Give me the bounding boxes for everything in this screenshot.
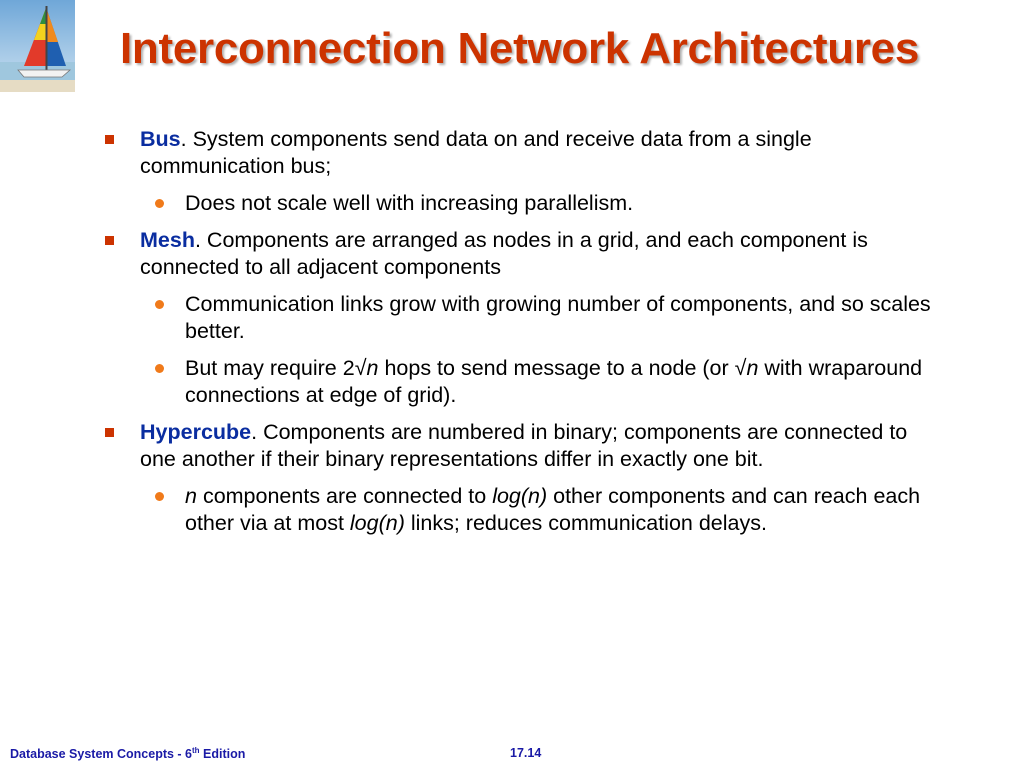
italic-log: log(n) xyxy=(349,511,405,535)
mesh-description: . Components are arranged as nodes in a grid, and each component is connected to all adjacent components xyxy=(140,228,868,279)
text-part: hops to send message to a node (or √ xyxy=(378,356,747,380)
sailboat-logo xyxy=(0,0,75,92)
square-bullet-icon xyxy=(105,236,114,245)
square-bullet-icon xyxy=(105,428,114,437)
footer-sup: th xyxy=(192,746,200,755)
bullet-mesh xyxy=(100,227,940,281)
sub-bullet-text: Does not scale well with increasing parallelism. xyxy=(185,191,634,215)
slide-title: Interconnection Network Architectures xyxy=(120,24,919,73)
text-part: components are connected to xyxy=(196,484,493,508)
sub-bullet-text xyxy=(185,356,922,407)
text-part: links; reduces communication delays. xyxy=(404,511,767,535)
sub-bullet-text xyxy=(185,484,920,535)
footer-edition: Edition xyxy=(199,747,246,762)
footer-book: Database System Concepts - 6 xyxy=(10,747,193,762)
term-bus: Bus xyxy=(140,127,181,151)
sub-bullet-mesh-links xyxy=(100,291,940,345)
square-bullet-icon xyxy=(105,135,114,144)
slide-content xyxy=(100,126,940,547)
footer-book-title xyxy=(10,746,245,761)
bullet-bus xyxy=(100,126,940,180)
italic-n: n xyxy=(746,356,759,380)
text-part: other components and can reach each other via at most xyxy=(185,484,921,535)
text-part: with wraparound connections at edge of grid). xyxy=(185,356,923,407)
sub-bullet-text: Communication links grow with growing number of components, and so scales better. xyxy=(185,292,931,343)
term-hypercube: Hypercube xyxy=(140,420,252,444)
text-part: But may require 2√ xyxy=(185,356,367,380)
round-bullet-icon xyxy=(155,364,164,373)
sub-bullet-bus-scaling xyxy=(100,190,940,217)
italic-n: n xyxy=(366,356,379,380)
round-bullet-icon xyxy=(155,300,164,309)
round-bullet-icon xyxy=(155,492,164,501)
sub-bullet-hypercube-links xyxy=(100,483,940,537)
round-bullet-icon xyxy=(155,199,164,208)
term-mesh: Mesh xyxy=(140,228,195,252)
bullet-hypercube xyxy=(100,419,940,473)
bus-description: . System components send data on and receive data from a single communication bus; xyxy=(140,127,812,178)
page-number: 17.14 xyxy=(510,746,542,760)
hypercube-description: . Components are numbered in binary; components are connected to one another if their binary representations differ in exactly one bit. xyxy=(140,420,908,471)
italic-log: log(n) xyxy=(492,484,548,508)
italic-n: n xyxy=(185,484,197,508)
sub-bullet-mesh-hops xyxy=(100,355,940,409)
